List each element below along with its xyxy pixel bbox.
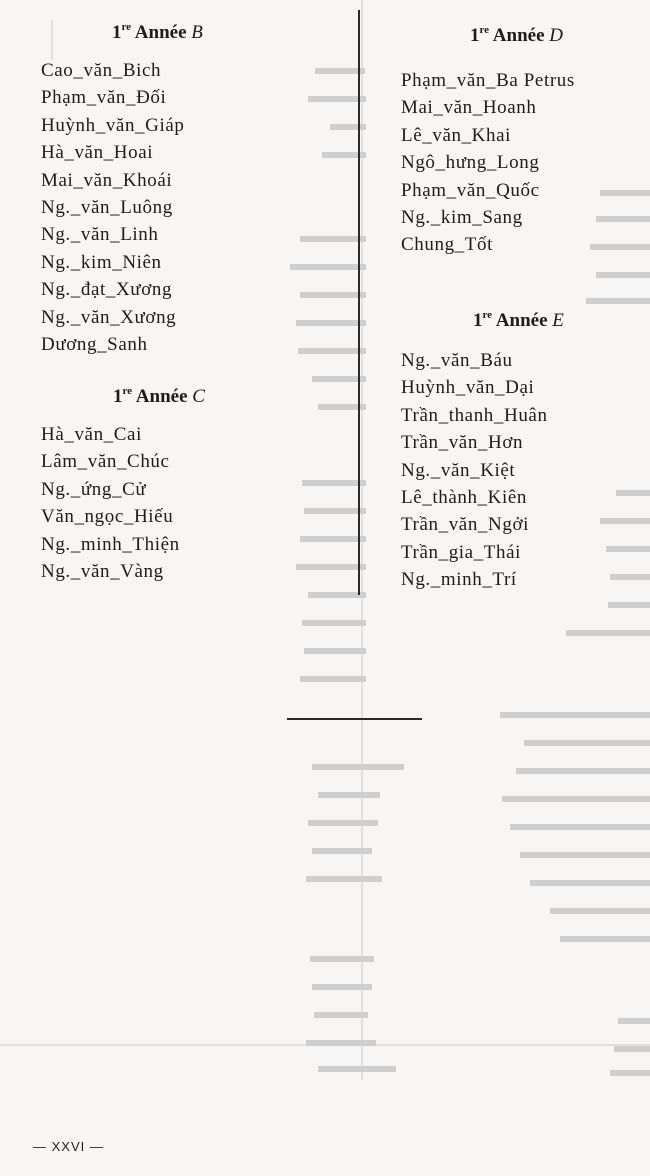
student-name: Trần_gia_Thái — [401, 541, 522, 563]
student-name: Lê_thành_Kiên — [401, 487, 527, 509]
student-name: Ng._văn_Xương — [41, 306, 177, 328]
student-name: Trần_văn_Ngởi — [401, 514, 529, 536]
student-name: Hà_văn_Hoai — [41, 142, 154, 164]
student-name: Ng._minh_Trí — [401, 569, 517, 591]
section-title-annee-d: 1re Année D — [470, 24, 563, 46]
student-name: Huỳnh_văn_Dại — [401, 377, 535, 399]
section-title-annee-e: 1re Année E — [473, 309, 564, 331]
student-name: Chung_Tốt — [401, 234, 493, 256]
student-name: Trần_thanh_Huân — [401, 404, 548, 426]
name-list-annee-d — [401, 67, 575, 259]
student-name: Ng._văn_Kiệt — [401, 459, 516, 481]
student-name: Phạm_văn_Ba Petrus — [401, 70, 575, 91]
page-number-footer: — XXVI — — [33, 1139, 104, 1154]
student-name: Phạm_văn_Đối — [41, 87, 167, 109]
student-name: Trần_văn_Hơn — [401, 432, 524, 454]
student-name: Hà_văn_Cai — [41, 424, 142, 445]
student-name: Ng._văn_Linh — [41, 224, 159, 246]
name-list-annee-e — [401, 347, 548, 594]
student-name: Phạm_văn_Quốc — [401, 179, 540, 201]
student-name: Cao_văn_Bich — [41, 60, 162, 81]
student-name: Ng._văn_Vàng — [41, 561, 164, 583]
column-divider-line — [358, 10, 360, 595]
student-name: Mai_văn_Khoái — [41, 169, 173, 191]
section-title-annee-c: 1re Année C — [113, 385, 205, 407]
student-name: Ng._minh_Thiện — [41, 533, 180, 555]
student-name: Lâm_văn_Chúc — [41, 451, 170, 473]
student-name: Ng._đạt_Xương — [41, 279, 173, 301]
section-title-annee-b: 1re Année B — [112, 21, 203, 43]
horizontal-rule — [287, 718, 422, 720]
student-name: Ng._kim_Niên — [41, 251, 162, 273]
student-name: Ng._văn_Báu — [401, 350, 513, 371]
student-name: Văn_ngọc_Hiếu — [41, 506, 174, 528]
student-name: Huỳnh_văn_Giáp — [41, 114, 185, 136]
name-list-annee-c — [41, 421, 180, 585]
student-name: Ng._văn_Luông — [41, 197, 173, 219]
student-name: Lê_văn_Khai — [401, 124, 512, 146]
student-name: Ng._kim_Sang — [401, 207, 523, 229]
student-name: Dương_Sanh — [41, 334, 148, 356]
student-name: Mai_văn_Hoanh — [401, 97, 537, 119]
name-list-annee-b — [41, 57, 185, 358]
student-name: Ng._ứng_Cử — [41, 478, 147, 500]
student-name: Ngô_hưng_Long — [401, 152, 540, 174]
